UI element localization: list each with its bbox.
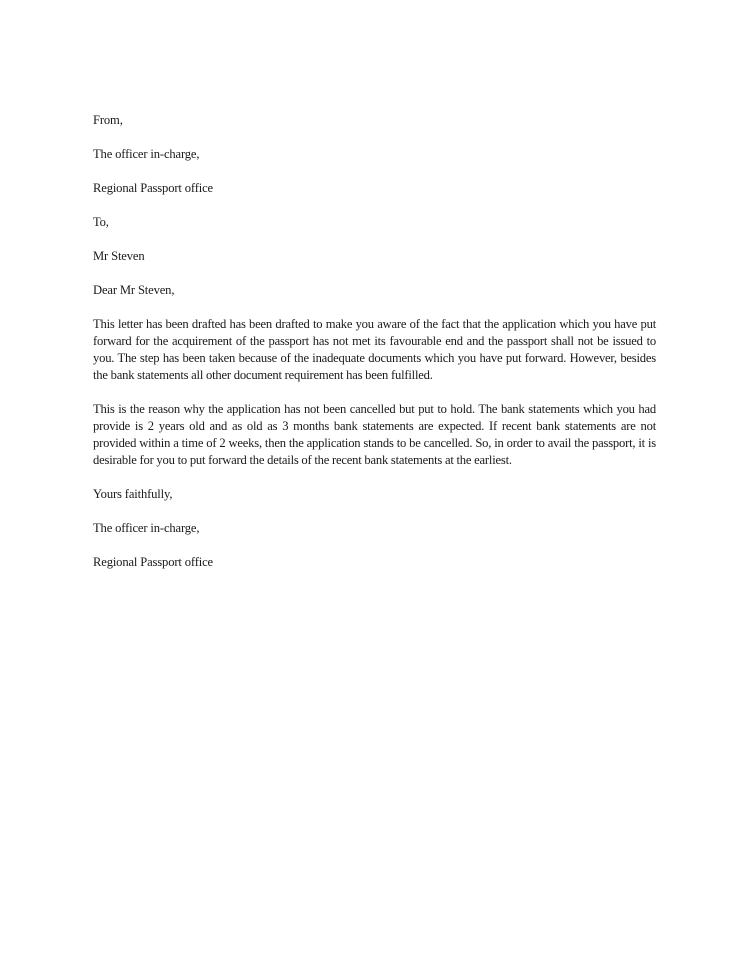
- body-paragraph-1: This letter has been drafted has been drafted to make you aware of the fact that the application which you have put forward for the acquirement of the passport has not met its favourable end and the passport shall not be issued to you. The step has been taken because of the inadequate documents which you have put forward. However, besides the bank statements all other document requirement has been fulfilled.: [93, 317, 656, 382]
- body-paragraph-2: This is the reason why the application has not been cancelled but put to hold. The bank statements which you had provide is 2 years old and as old as 3 months bank statements are expected. If recent bank statements are not provided within a time of 2 weeks, then the application stands to be cancelled. So, in order to avail the passport, it is desirable for you to put forward the details of the recent bank statements at the earliest.: [93, 402, 656, 467]
- sender-name: The officer in-charge,: [93, 147, 200, 161]
- closing-valediction: Yours faithfully,: [93, 487, 173, 501]
- closing-organization: Regional Passport office: [93, 555, 213, 569]
- recipient-to-label: To,: [93, 215, 109, 229]
- closing-name: The officer in-charge,: [93, 521, 200, 535]
- recipient-name: Mr Steven: [93, 249, 145, 263]
- letter-body: [93, 112, 656, 571]
- sender-organization: Regional Passport office: [93, 181, 213, 195]
- closing-spacer: [93, 469, 656, 486]
- sender-from-label: From,: [93, 113, 123, 127]
- salutation: Dear Mr Steven,: [93, 283, 175, 297]
